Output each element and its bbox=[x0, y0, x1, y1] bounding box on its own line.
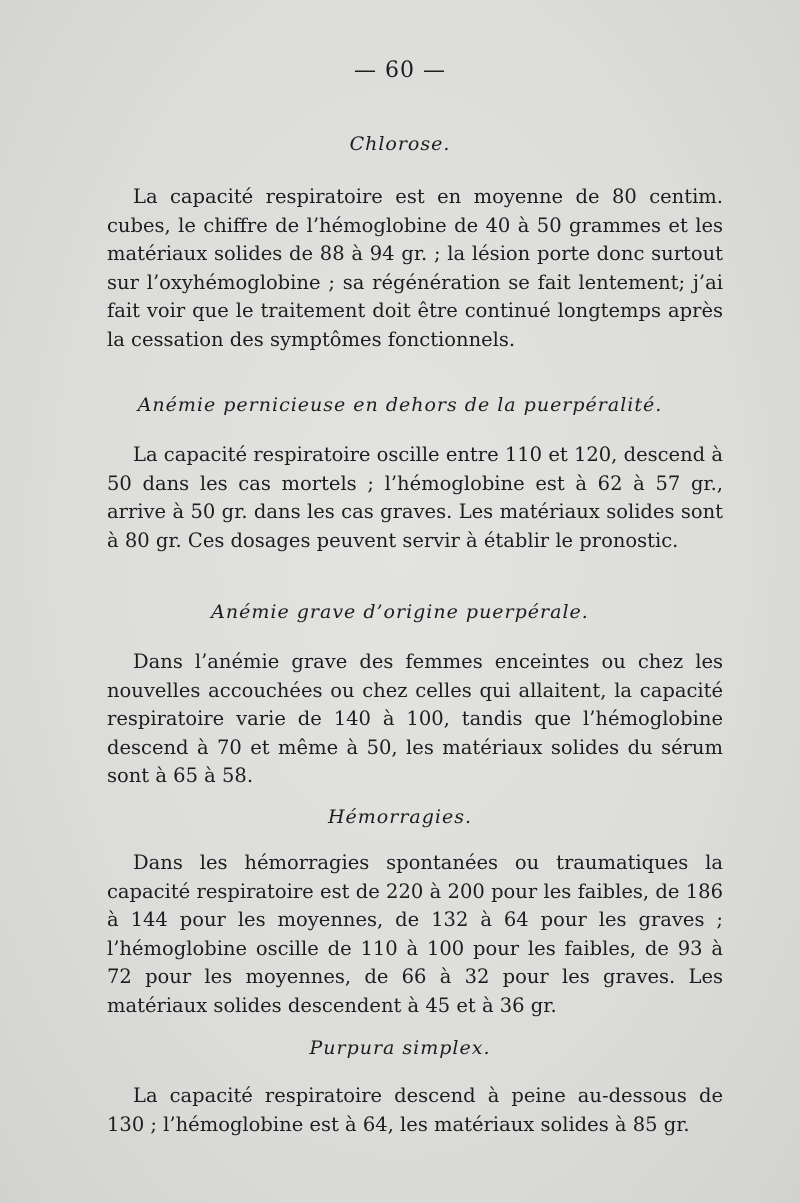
section-heading-anemie-puerperale: Anémie grave d’origine puerpérale. bbox=[211, 601, 589, 623]
paragraph-purpura: La capacité respiratoire descend à peine au-dessous de 130 ; l’hémoglobine est à 64, les matériaux solides à 85 gr. bbox=[107, 1084, 723, 1136]
paragraph-chlorose: La capacité respiratoire est en moyenne de 80 centim. cubes, le chiffre de l’hémoglobine de 40 à 50 grammes et les matériaux solides de 88 à 94 gr. ; la lésion porte donc surtout sur l’oxyhémoglobine ; sa régénération se fait lentement; j’ai fait voir que le traitement doit être continué longtemps après la cessation des symptômes fonctionnels. bbox=[107, 185, 723, 351]
section-heading-anemie-pernicieuse: Anémie pernicieuse en dehors de la puerpéralité. bbox=[137, 394, 663, 416]
section-heading-hemorragies: Hémorragies. bbox=[327, 806, 473, 828]
paragraph-anemie-pernicieuse: La capacité respiratoire oscille entre 110 et 120, descend à 50 dans les cas mortels ; l’hémoglobine est à 62 à 57 gr., arrive à 50 gr. dans les cas graves. Les matériaux solides sont à 80 gr. Ces dosages peuvent servir à établir le pronostic. bbox=[107, 443, 723, 552]
section-heading-purpura: Purpura simplex. bbox=[309, 1037, 491, 1059]
section-heading-chlorose: Chlorose. bbox=[349, 133, 451, 155]
paragraph-hemorragies: Dans les hémorragies spontanées ou traumatiques la capacité respiratoire est de 220 à 200 pour les faibles, de 186 à 144 pour les moyennes, de 132 à 64 pour les graves ; l’hémoglobine oscille de 110 à 100 pour les faibles, de 93 à 72 pour les moyennes, de 66 à 32 pour les graves. Les matériaux solides descendent à 45 et à 36 gr. bbox=[107, 851, 723, 1017]
page-number: — 60 — bbox=[354, 58, 446, 83]
paragraph-anemie-puerperale: Dans l’anémie grave des femmes enceintes ou chez les nouvelles accouchées ou chez celles qui allaitent, la capacité respiratoire varie de 140 à 100, tandis que l’hémoglobine descend à 70 et même à 50, les matériaux solides du sérum sont à 65 à 58. bbox=[107, 650, 723, 787]
